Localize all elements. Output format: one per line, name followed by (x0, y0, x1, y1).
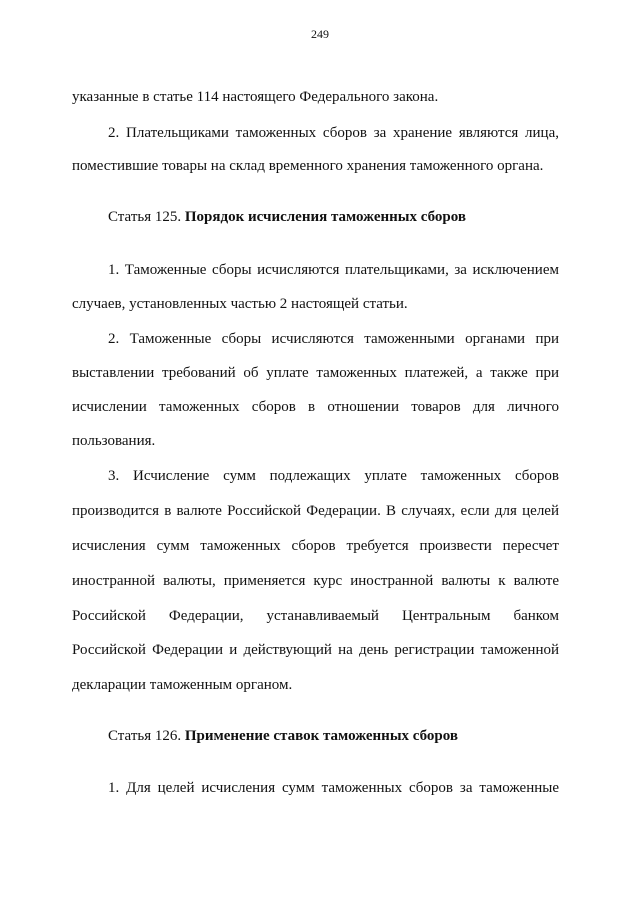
text-line: 2. Таможенные сборы исчисляются таможенными органами при (108, 331, 559, 347)
text-line: иностранной валюты, применяется курс иностранной валюты к валюте (72, 573, 559, 589)
text-line: 3. Исчисление сумм подлежащих уплате таможенных сборов (108, 468, 559, 484)
article-126-heading (108, 727, 458, 745)
article-126-title: Применение ставок таможенных сборов (184, 728, 458, 744)
text-line: пользования. (72, 433, 156, 449)
text-line: случаев, установленных частью 2 настоящей статьи. (72, 296, 408, 312)
text-line: исчисления сумм таможенных сборов требуется произвести пересчет (72, 538, 559, 554)
text-line: 1. Для целей исчисления сумм таможенных сборов за таможенные (108, 780, 559, 796)
text-line: указанные в статье 114 настоящего Федерального закона. (72, 89, 439, 105)
article-126-prefix: Статья 126. (108, 728, 182, 744)
text-line: выставлении требований об уплате таможенных платежей, а также при (72, 365, 559, 381)
text-line: производится в валюте Российской Федерации. В случаях, если для целей (72, 503, 559, 519)
text-line: 2. Плательщиками таможенных сборов за хранение являются лица, (108, 125, 559, 141)
page-number: 249 (311, 27, 329, 41)
text-line: Российской Федерации, устанавливаемый Центральным банком (72, 608, 559, 624)
text-line: Российской Федерации и действующий на день регистрации таможенной (72, 642, 559, 658)
text-line: исчислении таможенных сборов в отношении товаров для личного (72, 399, 559, 415)
article-125-prefix: Статья 125. (108, 209, 182, 225)
article-125-heading (108, 208, 466, 226)
article-125-title: Порядок исчисления таможенных сборов (184, 209, 466, 225)
text-line: поместившие товары на склад временного хранения таможенного органа. (72, 158, 544, 174)
text-line: декларации таможенным органом. (72, 677, 293, 693)
text-line: 1. Таможенные сборы исчисляются плательщиками, за исключением (108, 262, 559, 278)
